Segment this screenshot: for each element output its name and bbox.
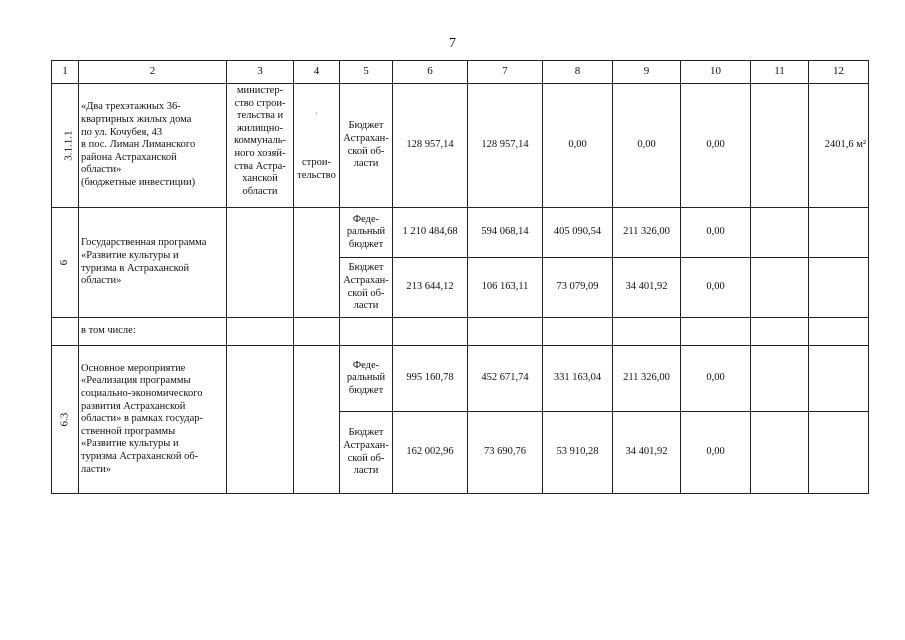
column-header: 4 — [294, 61, 340, 84]
column-header: 9 — [613, 61, 681, 84]
value-col6: 995 160,78 — [393, 346, 468, 412]
value-col7: 73 690,76 — [468, 412, 543, 494]
value-col8: 331 163,04 — [543, 346, 613, 412]
column-header: 1 — [52, 61, 79, 84]
table-row — [52, 346, 869, 412]
value-col8: 405 090,54 — [543, 208, 613, 258]
column-header: 6 — [393, 61, 468, 84]
funding-source: Бюджет Астрахан- ской об- ласти — [340, 84, 393, 208]
value-col10: 0,00 — [681, 84, 751, 208]
row-code-cell — [52, 208, 79, 318]
value-col10: 0,00 — [681, 346, 751, 412]
column-header: 12 — [809, 61, 869, 84]
value-col11 — [751, 346, 809, 412]
direction-empty — [294, 208, 340, 318]
value-col6: 162 002,96 — [393, 412, 468, 494]
value-col7: 128 957,14 — [468, 84, 543, 208]
executor-empty — [227, 208, 294, 318]
page-number: 7 — [449, 36, 456, 51]
value-col7: 594 068,14 — [468, 208, 543, 258]
table-row — [52, 84, 869, 208]
row-name: Государственная программа «Развитие культуры и туризма в Астраханской области» — [79, 208, 227, 318]
value-col7: 106 163,11 — [468, 258, 543, 318]
row-code: 3.1.1.1 — [62, 130, 75, 161]
value-col9: 211 326,00 — [613, 346, 681, 412]
value-col10: 0,00 — [681, 258, 751, 318]
empty-cell — [294, 318, 340, 346]
column-header: 3 — [227, 61, 294, 84]
row-code-cell — [52, 84, 79, 208]
value-col11 — [751, 208, 809, 258]
empty-cell — [751, 318, 809, 346]
table-row — [52, 208, 869, 258]
value-col7: 452 671,74 — [468, 346, 543, 412]
table-row — [52, 318, 869, 346]
value-col11 — [751, 412, 809, 494]
value-col9: 34 401,92 — [613, 258, 681, 318]
row-code: 6.3 — [58, 412, 71, 427]
row-name: «Два трехэтажных 36- квартирных жилых дома по ул. Кочубея, 43 в пос. Лиман Лиманского района Астраханской области» (бюджетные инвестиции) — [79, 84, 227, 208]
funding-source: Бюджет Астрахан- ской об- ласти — [340, 412, 393, 494]
funding-source: Бюджет Астрахан- ской об- ласти — [340, 258, 393, 318]
value-col6: 1 210 484,68 — [393, 208, 468, 258]
column-header: 10 — [681, 61, 751, 84]
value-col11 — [751, 84, 809, 208]
value-col8: 53 910,28 — [543, 412, 613, 494]
value-col10: 0,00 — [681, 412, 751, 494]
value-col9: 211 326,00 — [613, 208, 681, 258]
empty-cell — [340, 318, 393, 346]
value-col12: 2401,6 м² — [809, 84, 869, 208]
executor: министер- ство строи- тельства и жилищно- коммуналь- ного хозяй- ства Астра- ханской области — [227, 84, 294, 208]
value-col6: 128 957,14 — [393, 84, 468, 208]
value-col9: 34 401,92 — [613, 412, 681, 494]
value-col6: 213 644,12 — [393, 258, 468, 318]
value-col8: 0,00 — [543, 84, 613, 208]
empty-cell — [681, 318, 751, 346]
column-header: 11 — [751, 61, 809, 84]
empty-cell — [52, 318, 79, 346]
value-col8: 73 079,09 — [543, 258, 613, 318]
direction-empty — [294, 346, 340, 494]
row-name: Основное мероприятие «Реализация программы социально-экономического развития Астраханской области» в рамках государ- ственной программы «Развитие культуры и туризма Астраханской об- ласти» — [79, 346, 227, 494]
value-col12 — [809, 208, 869, 258]
empty-cell — [227, 318, 294, 346]
direction: строи- тельство — [297, 157, 336, 181]
column-header: 7 — [468, 61, 543, 84]
funding-source: Феде- ральный бюджет — [340, 208, 393, 258]
column-header: 2 — [79, 61, 227, 84]
executor-empty — [227, 346, 294, 494]
budget-table — [51, 60, 869, 494]
including-label: в том числе: — [79, 318, 227, 346]
funding-source: Феде- ральный бюджет — [340, 346, 393, 412]
header-row — [52, 61, 869, 84]
col4-mark: · — [315, 108, 318, 118]
direction-cell — [294, 84, 340, 208]
column-header: 8 — [543, 61, 613, 84]
row-code: 6 — [58, 259, 71, 266]
empty-cell — [809, 318, 869, 346]
value-col10: 0,00 — [681, 208, 751, 258]
column-header: 5 — [340, 61, 393, 84]
empty-cell — [613, 318, 681, 346]
empty-cell — [393, 318, 468, 346]
value-col12 — [809, 346, 869, 412]
empty-cell — [543, 318, 613, 346]
empty-cell — [468, 318, 543, 346]
row-code-cell — [52, 346, 79, 494]
value-col11 — [751, 258, 809, 318]
value-col12 — [809, 258, 869, 318]
value-col12 — [809, 412, 869, 494]
value-col9: 0,00 — [613, 84, 681, 208]
